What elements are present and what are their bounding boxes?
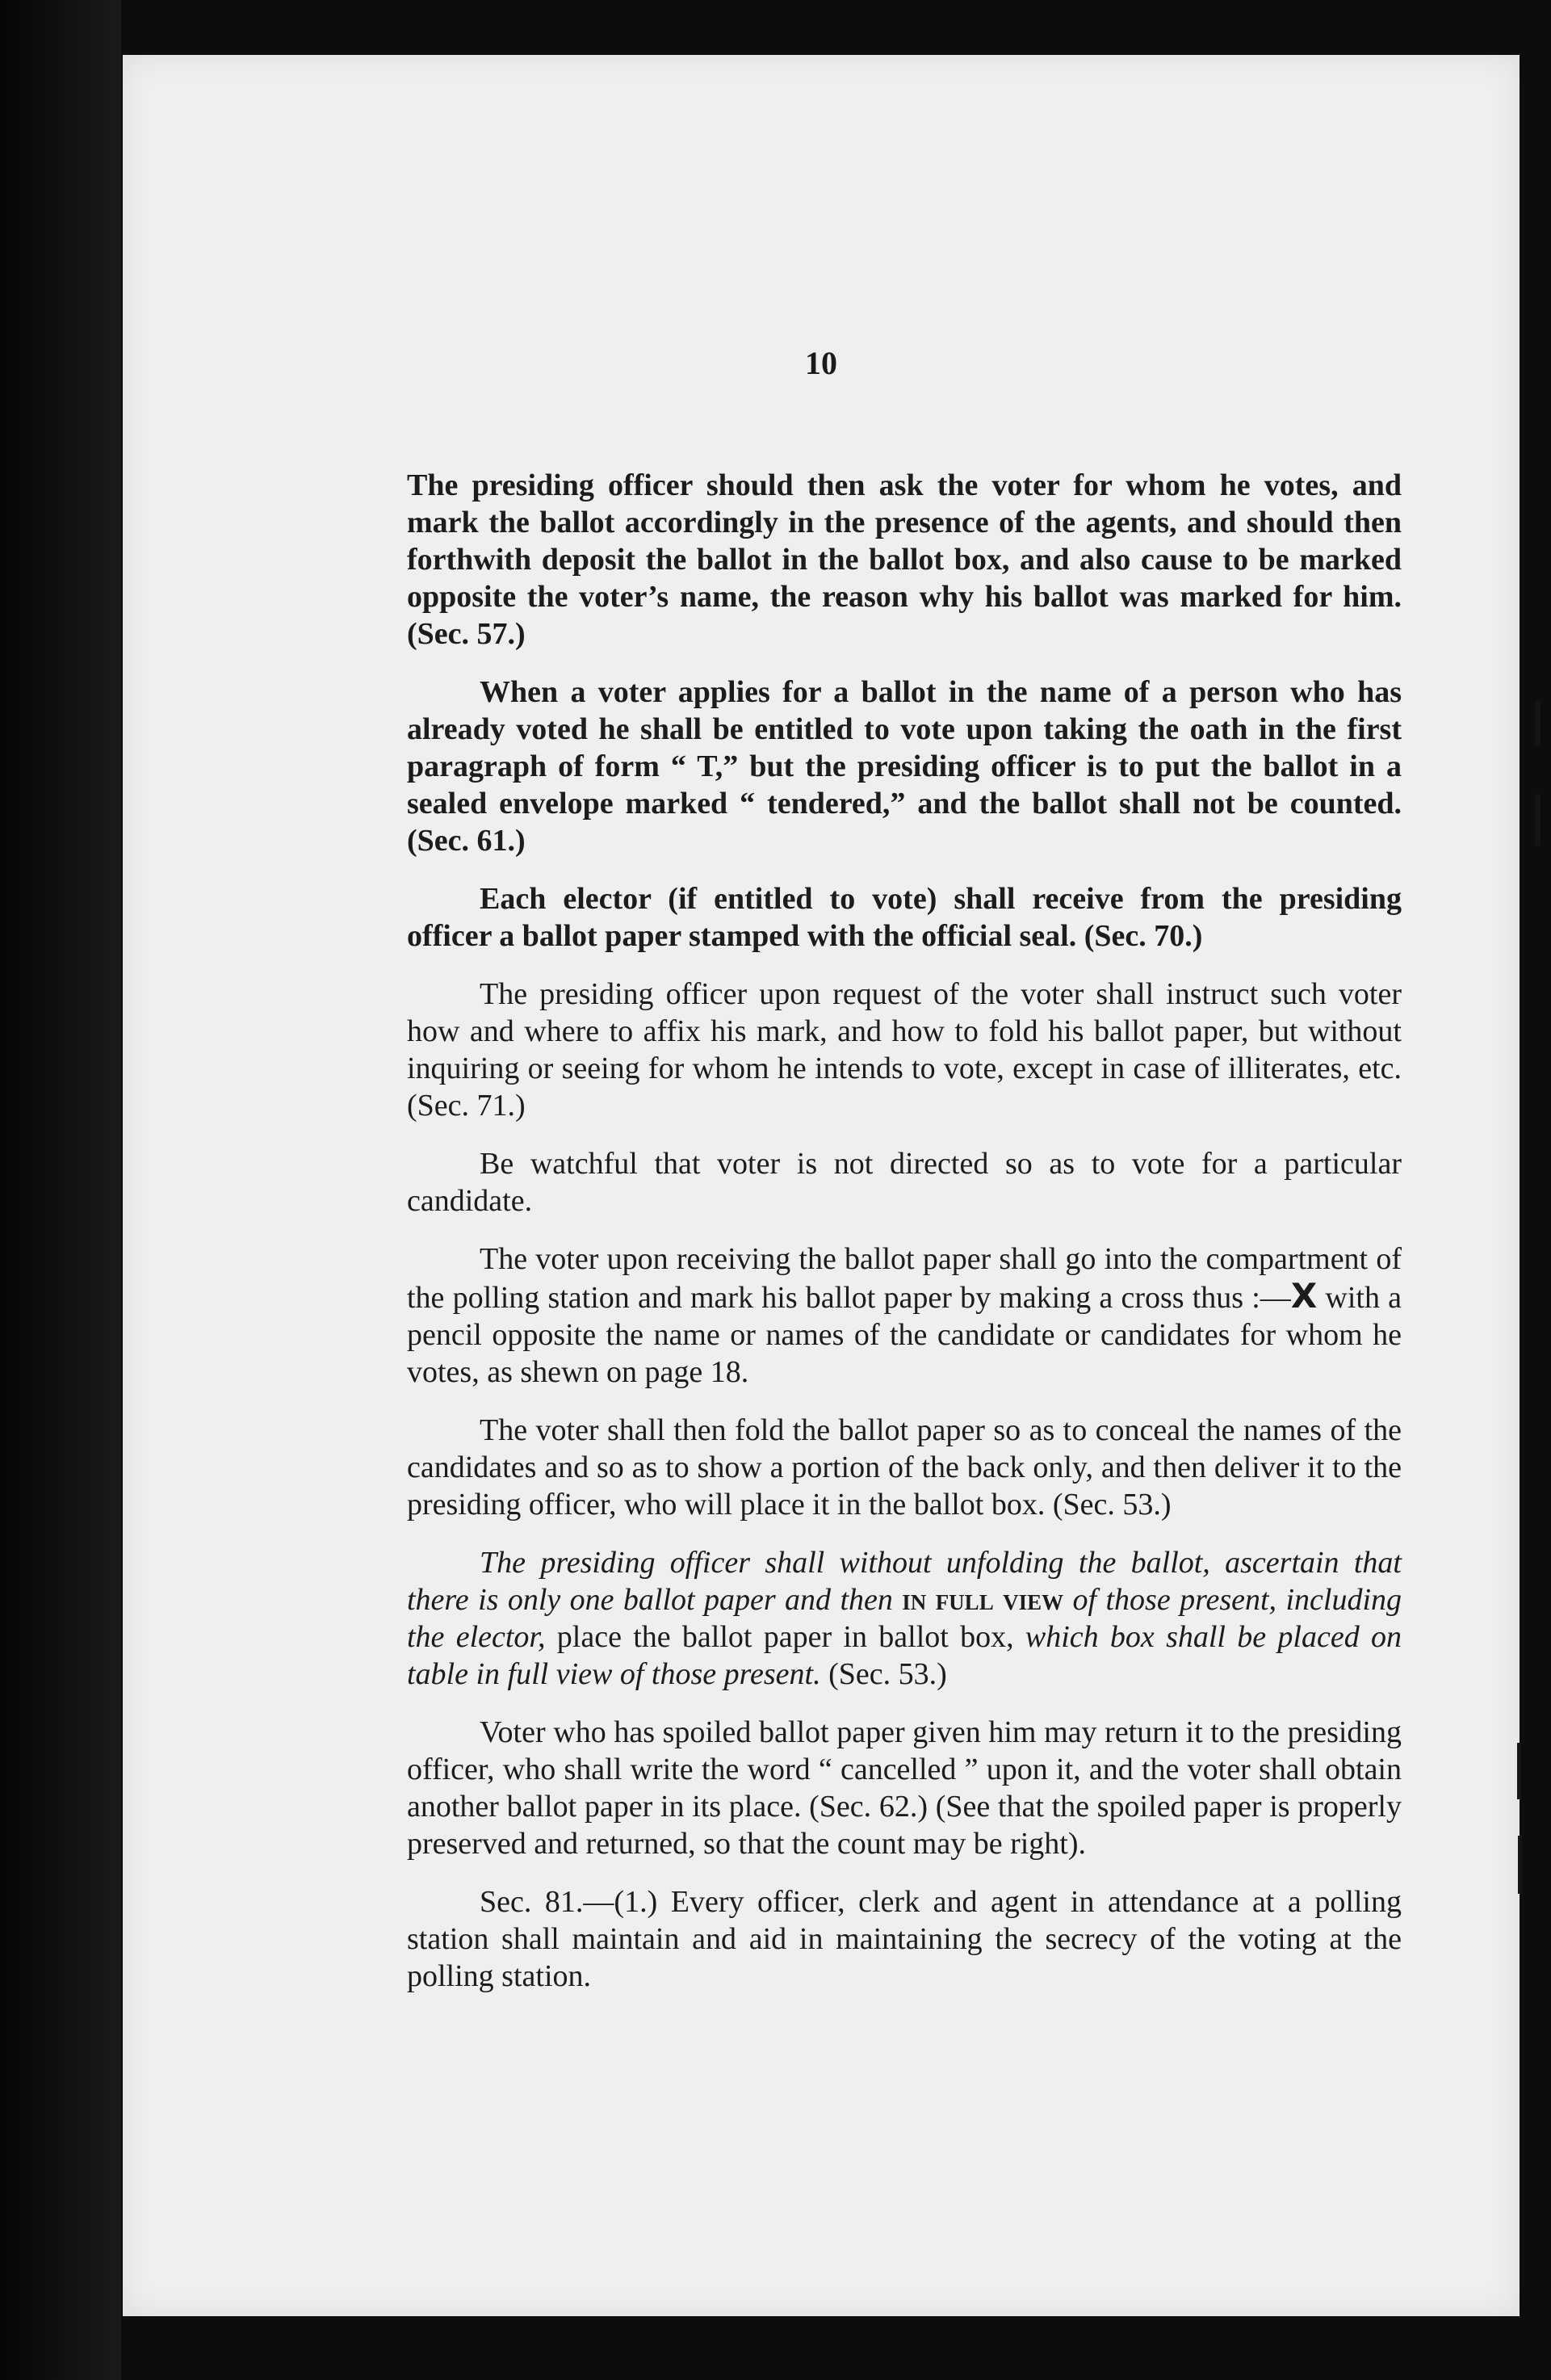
margin-mark — [1518, 1836, 1522, 1894]
paragraph-6 — [407, 1240, 1402, 1391]
paragraph-8-italic-1: The presiding officer shall without unfolding the ballot, ascertain that there is only one ballot paper and then — [407, 1546, 1402, 1617]
cross-mark: X — [1290, 1276, 1318, 1316]
document-page — [123, 55, 1520, 2316]
paragraph-6-before: The voter upon receiving the ballot paper shall go into the compartment of the polling station and mark his ballot paper by making a cross thus :— — [407, 1242, 1402, 1315]
paragraph-2: When a voter applies for a ballot in the name of a person who has already voted he shall be entitled to vote upon taking the oath in the first paragraph of form “ T,” but the presiding officer is to put the ballot in a sealed envelope marked “ tendered,” and the ballot shall not be counted. (Sec. 61.) — [407, 675, 1402, 858]
page-number: 10 — [805, 345, 837, 381]
paragraph-7: The voter shall then fold the ballot paper so as to conceal the names of the candidates and so as to show a portion of the back only, and then deliver it to the presiding officer, who will place it in the ballot box. (Sec. 53.) — [407, 1413, 1402, 1522]
body-text — [407, 467, 1402, 2016]
paragraph-9: Voter who has spoiled ballot paper given him may return it to the presiding officer, who shall write the word “ cancelled ” upon it, and the voter shall obtain another ballot paper in its place. (Sec. 62.) (See that the spoiled paper is properly preserved and returned, so that the count may be right). — [407, 1715, 1402, 1861]
margin-mark — [1535, 701, 1541, 745]
paragraph-3: Each elector (if entitled to vote) shall receive from the presiding officer a ballot paper stamped with the official seal. (Sec. 70.) — [407, 882, 1402, 953]
paragraph-8-roman-2: (Sec. 53.) — [820, 1657, 947, 1691]
margin-mark — [1517, 1743, 1521, 1799]
paragraph-1: The presiding officer should then ask the voter for whom he votes, and mark the ballot accordingly in the presence of the agents, and should then forthwith deposit the ballot in the ballot box, and also cause to be marked opposite the voter’s name, the reason why his ballot was marked for him. (Sec. 57.) — [407, 468, 1402, 651]
paragraph-8-roman-1: place the ballot paper in ballot box, — [545, 1620, 1025, 1654]
paragraph-10: Sec. 81.—(1.) Every officer, clerk and agent in attendance at a polling station shall maintain and aid in maintaining the secrecy of the voting at the polling station. — [407, 1885, 1402, 1993]
paragraph-5: Be watchful that voter is not directed so as to vote for a particular candidate. — [407, 1147, 1402, 1218]
paragraph-8-italic-2: of those present, including the elector, — [407, 1583, 1402, 1654]
paragraph-4: The presiding officer upon request of the voter shall instruct such voter how and where to affix his mark, and how to fold his ballot paper, but without inquiring or seeing for whom he intends to vote, except in case of illiterates, etc. (Sec. 71.) — [407, 977, 1402, 1123]
paragraph-8-smallcaps: in full view — [902, 1583, 1064, 1617]
paragraph-6-after: with a pencil opposite the name or names of the candidate or candidates for whom he votes, as shewn on page 18. — [407, 1281, 1402, 1389]
paragraph-8-italic-3: which box shall be placed on table in full view of those present. — [407, 1620, 1402, 1691]
paragraph-8 — [407, 1544, 1402, 1693]
margin-mark — [1535, 794, 1541, 846]
scan-background-left — [0, 0, 121, 2380]
